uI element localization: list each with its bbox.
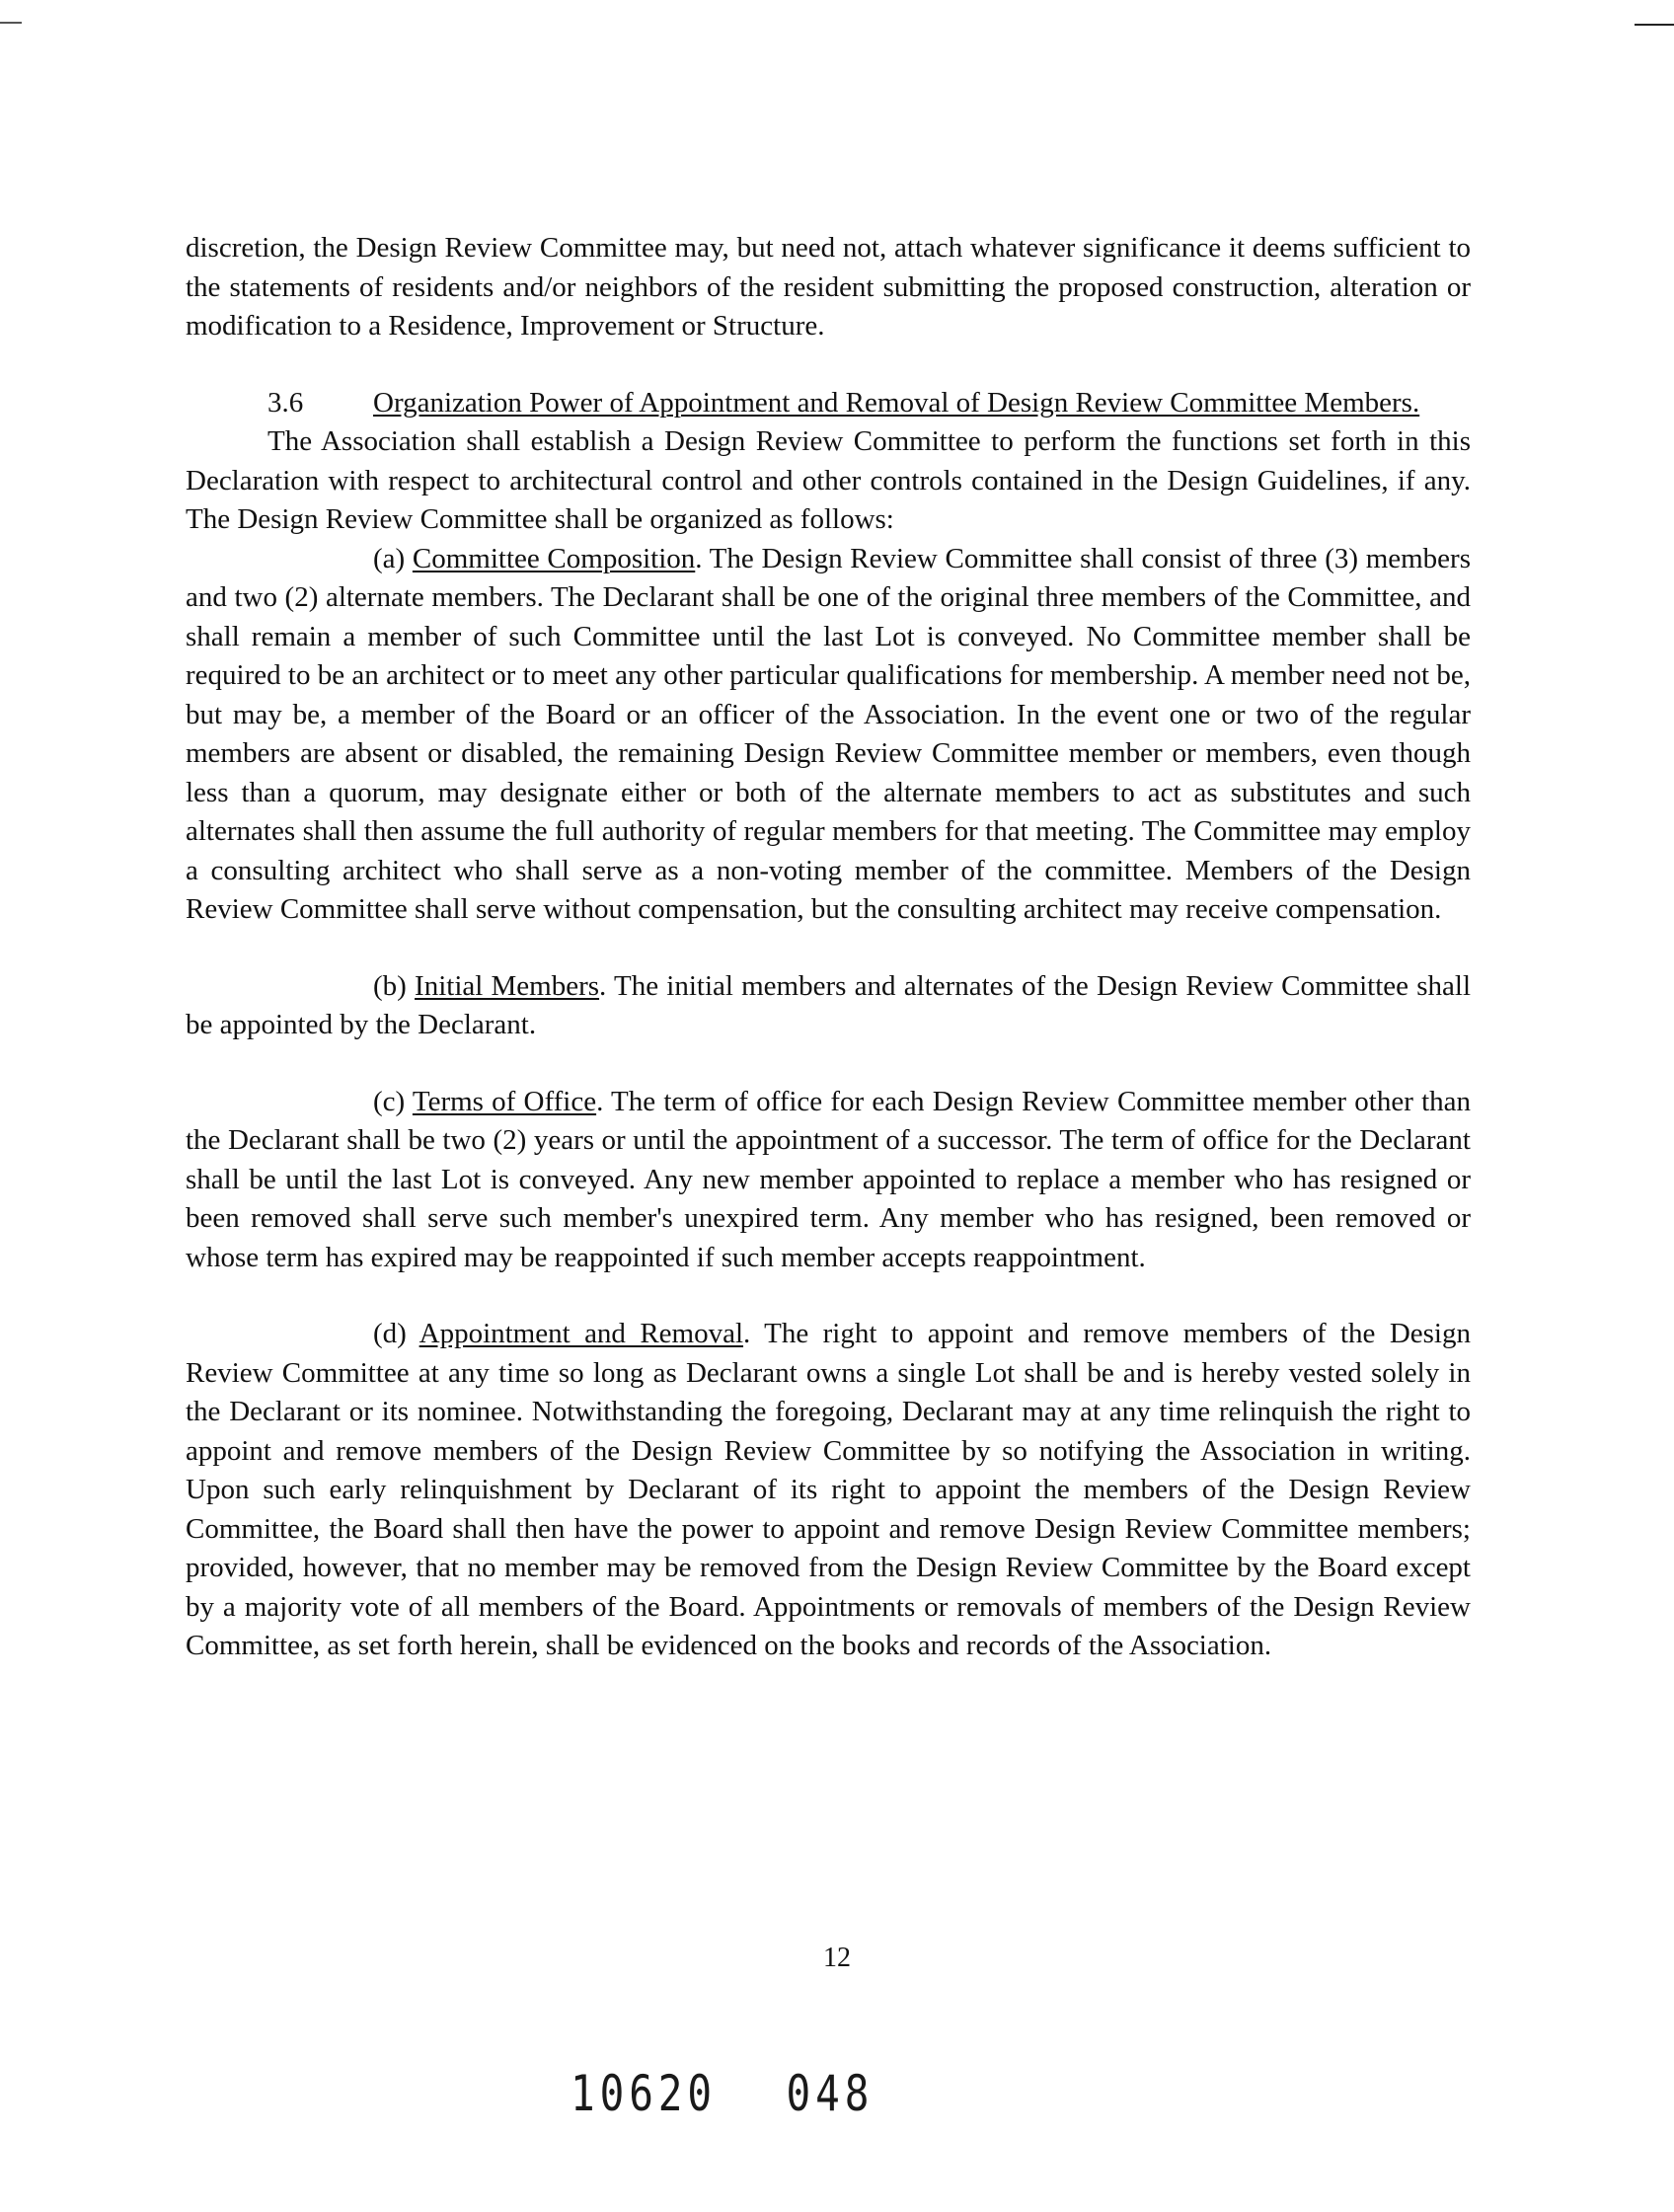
scan-edge-mark bbox=[0, 22, 22, 24]
stamp-page: 048 bbox=[786, 2065, 875, 2122]
subsection-heading: Appointment and Removal bbox=[418, 1318, 744, 1349]
document-body bbox=[186, 229, 1471, 1666]
subsection-a bbox=[186, 540, 1471, 930]
subsection-text: . The Design Review Committee shall consist of three (3) members and two (2) alternate members. The Declarant shall be one of the original three members of the Committee, and shall remain a member of such Committee until the last Lot is conveyed. No Committee member shall be required to be an architect or to meet any other particular qualifications for membership. A member need not be, but may be, a member of the Board or an officer of the Association. In the event one or two of the regular members are absent or disabled, the remaining Design Review Committee member or members, even though less than a quorum, may designate either or both of the alternate members to act as substitutes and such alternates shall then assume the full authority of regular members for that meeting. The Committee may employ a consulting architect who shall serve as a non-voting member of the committee. Members of the Design Review Committee shall serve without compensation, but the consulting architect may receive compensation. bbox=[186, 542, 1471, 925]
subsection-b bbox=[186, 967, 1471, 1045]
section-number: 3.6 bbox=[267, 386, 304, 419]
subsection-heading: Terms of Office bbox=[412, 1085, 597, 1117]
subsection-label: (d) bbox=[373, 1318, 407, 1349]
subsection-c bbox=[186, 1083, 1471, 1278]
recording-stamp bbox=[571, 2065, 874, 2122]
section-title-period: . bbox=[1411, 386, 1420, 419]
page-number: 12 bbox=[823, 1943, 851, 1973]
section-intro: The Association shall establish a Design Review Committee to perform the functions set forth in this Declaration with respect to architectural control and other controls contained in the Design Guidelines, if any. The Design Review Committee shall be organized as follows: bbox=[186, 425, 1471, 535]
subsection-text: . The right to appoint and remove members of the Design Review Committee at any time so long as Declarant owns a single Lot shall be and is hereby vested solely in the Declarant or its nominee. Notwithstanding the foregoing, Declarant may at any time relinquish the right to appoint and remove members of the Design Review Committee by so notifying the Association in writing. Upon such early relinquishment by Declarant of its right to appoint the members of the Design Review Committee, the Board shall then have the power to appoint and remove Design Review Committee members; provided, however, that no member may be removed from the Design Review Committee by the Board except by a majority vote of all members of the Board. Appointments or removals of members of the Design Review Committee, as set forth herein, shall be evidenced on the books and records of the Association. bbox=[186, 1318, 1471, 1661]
subsection-d bbox=[186, 1315, 1471, 1666]
subsection-label: (a) bbox=[373, 542, 406, 574]
section-heading bbox=[186, 384, 1471, 423]
stamp-book: 10620 bbox=[571, 2065, 718, 2122]
section-title-text: Organization Power of Appointment and Removal of Design Review Committee Members bbox=[373, 386, 1412, 419]
section-title bbox=[373, 384, 1471, 423]
subsection-text: . The initial members and alternates of the Design Review Committee shall be appointed by the Declarant. bbox=[186, 969, 1472, 1040]
subsection-text: . The term of office for each Design Review Committee member other than the Declarant shall be two (2) years or until the appointment of a successor. The term of office for the Declarant shall be until the last Lot is conveyed. Any new member appointed to replace a member who has resigned or been removed shall serve such member's unexpired term. Any member who has resigned, been removed or whose term has expired may be reappointed if such member accepts reappointment. bbox=[186, 1085, 1471, 1273]
continuation-paragraph: discretion, the Design Review Committee may, but need not, attach whatever significance it deems sufficient to the statements of residents and/or neighbors of the resident submitting the proposed construction, alteration or modification to a Residence, Improvement or Structure. bbox=[186, 232, 1471, 342]
subsection-label: (b) bbox=[373, 969, 407, 1002]
scan-edge-mark bbox=[1635, 24, 1674, 26]
subsection-label: (c) bbox=[373, 1085, 406, 1117]
subsection-heading: Initial Members bbox=[415, 969, 600, 1002]
subsection-heading: Committee Composition bbox=[412, 542, 696, 574]
